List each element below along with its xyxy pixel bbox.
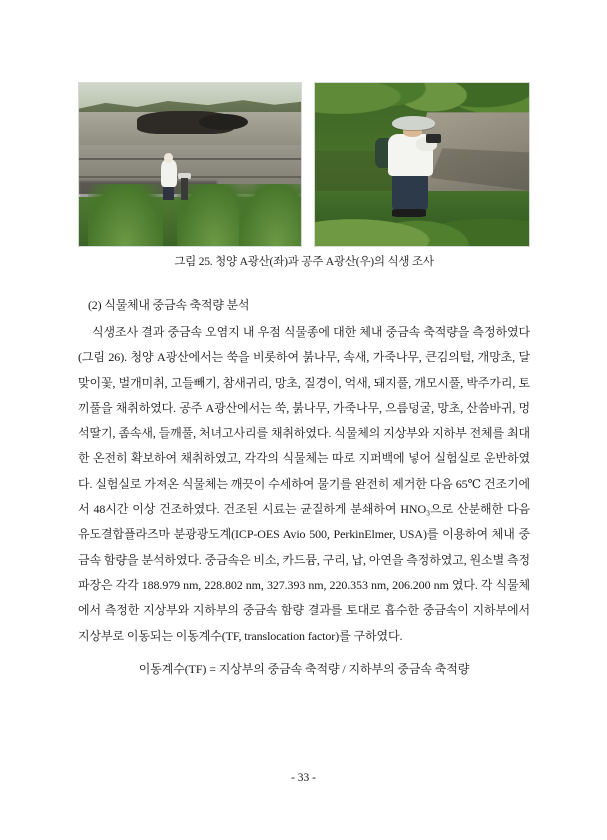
- body-text-block: [78, 320, 530, 649]
- photo-equipment: [181, 178, 188, 201]
- photo-camera: [426, 134, 441, 144]
- photo-person-hat: [392, 116, 435, 131]
- figure-image-row: [78, 82, 530, 247]
- photo-dark-mass-secondary: [199, 114, 248, 130]
- photo-wall-seam-upper: [79, 158, 301, 160]
- figure-caption: 그림 25. 청양 A광산(좌)과 공주 A광산(우)의 식생 조사: [174, 256, 434, 268]
- photo-grass-tuft: [239, 184, 302, 246]
- figure-photo-right: [314, 82, 530, 247]
- translocation-factor-formula: 이동계수(TF) = 지상부의 중금속 축적량 / 지하부의 중금속 축적량: [138, 662, 470, 676]
- page-number: - 33 -: [291, 772, 316, 784]
- photo-grass-tuft: [88, 184, 163, 246]
- photo-person-shoes: [392, 209, 426, 217]
- body-paragraph: 식생조사 결과 중금속 오염지 내 우점 식물종에 대한 체내 중금속 축적량을 측정하였다(그림 26). 청양 A광산에서는 쑥을 비롯하여 붉나무, 속새, 가죽나무, 큰김의털, 개망초, 달맞이꽃, 벌개미취, 고들빼기, 참새귀리, 망초, 질경이, 억새, 돼지풀, 개모시풀, 박주가리, 토끼풀을 채취하였다. 공주 A광산에서는 쑥, 붉나무, 가죽나무, 으름덩굴, 망초, 산씀바귀, 멍석딸기, 좀속새, 들깨풀, 처녀고사리를 채취하였다. 식물체의 지상부와 지하부 전체를 최대한 온전히 확보하여 채취하였고, 각각의 식물체는 따로 지퍼백에 넣어 실험실로 운반하였다. 실험실로 가져온 식물체는 깨끗이 수세하여 물기를 완전히 제거한 다음 65℃ 건조기에서 48시간 이상 건조하였다. 건조된 시료는 균질하게 분쇄하여 HNO₃으로 산분해한 다음 유도결합플라즈마 분광광도계(ICP-OES Avio 500, PerkinElmer, USA)를 이용하여 체내 중금속 함량을 분석하였다. 중금속은 비소, 카드뮴, 구리, 납, 아연을 측정하였고, 원소별 측정파장은 각각 188.979 nm, 228.802 nm, 327.393 nm, 220.353 nm, 206.200 nm 였다. 각 식물체에서 측정한 지상부와 지하부의 중금속 함량 결과를 토대로 흡수한 중금속이 지하부에서 지상부로 이동되는 이동계수(TF, translocation factor)를 구하였다.: [78, 325, 530, 643]
- photo-person-legs: [392, 173, 428, 212]
- section-heading: (2) 식물체내 중금속 축적량 분석: [88, 298, 250, 312]
- photo-person-torso: [161, 160, 177, 188]
- figure-photo-left: [78, 82, 302, 247]
